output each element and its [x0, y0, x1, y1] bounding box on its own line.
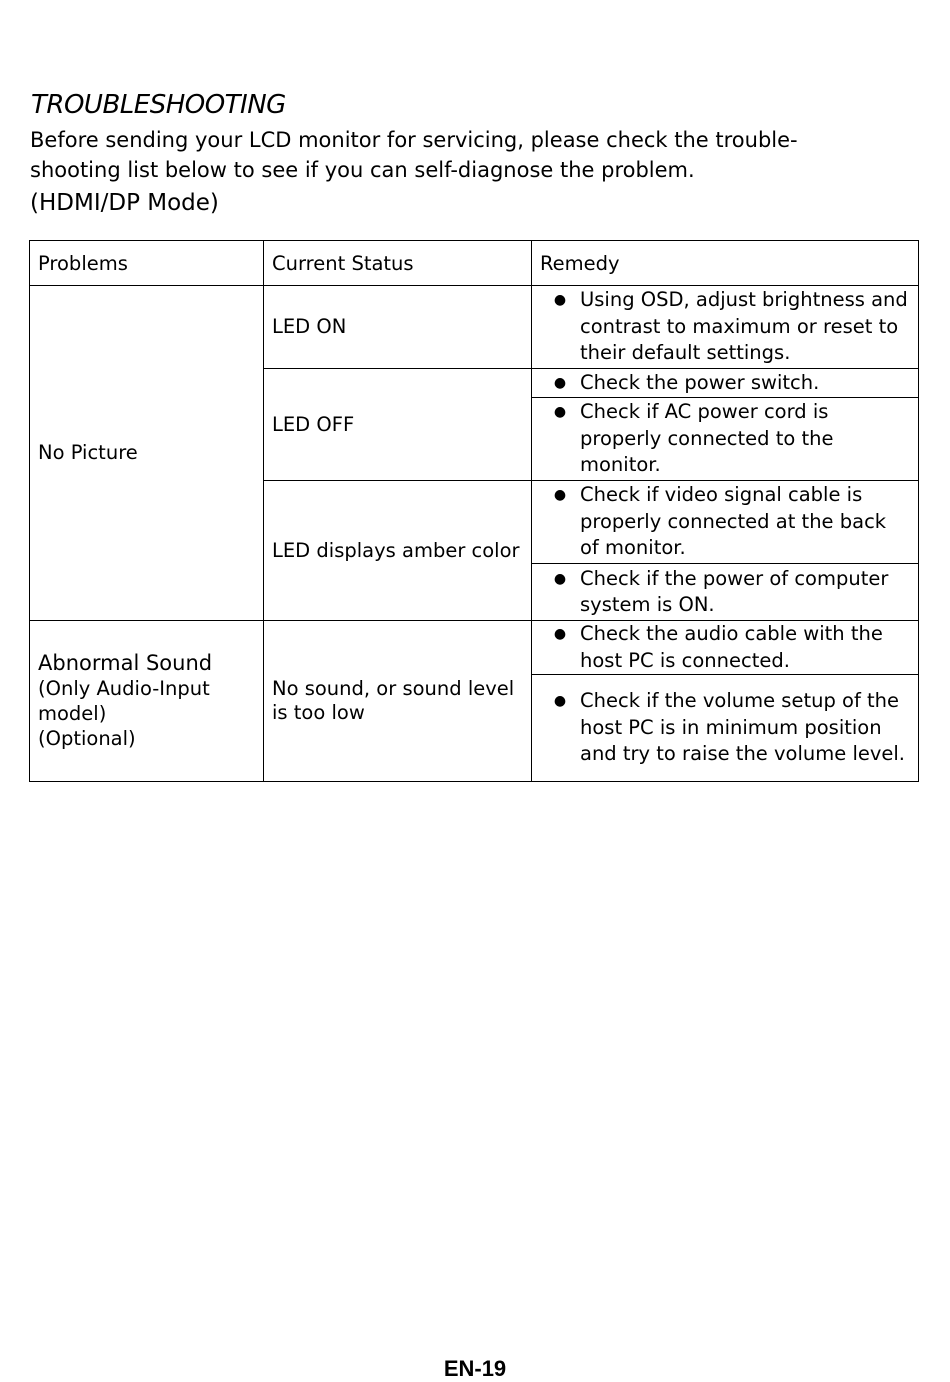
mode-label: (HDMI/DP Mode): [30, 190, 219, 216]
header-current-status: Current Status: [264, 241, 532, 286]
remedy-cell: [532, 564, 919, 621]
remedy-text: Check if the power of computer system is ON.: [580, 566, 889, 616]
remedy-cell: [532, 398, 919, 481]
remedy-text: Check the audio cable with the host PC is connected.: [580, 622, 883, 672]
remedy-text: Check if the volume setup of the host PC is in minimum position and try to raise the volume level.: [580, 689, 906, 766]
remedy-text: Using OSD, adjust brightness and contrast to maximum or reset to their default settings.: [580, 288, 908, 365]
status-no-sound: No sound, or sound level is too low: [264, 621, 532, 782]
remedy-cell: [532, 621, 919, 675]
remedy-cell: [532, 481, 919, 564]
table-row: [30, 621, 919, 675]
bullet-icon: ●: [553, 570, 567, 587]
bullet-icon: ●: [553, 487, 567, 504]
status-led-amber: LED displays amber color: [264, 481, 532, 621]
page-number: EN-19: [443, 1356, 507, 1381]
bullet-icon: ●: [553, 292, 567, 309]
bullet-icon: ●: [553, 374, 567, 391]
intro-paragraph: [30, 125, 910, 185]
problem-no-picture: No Picture: [30, 286, 264, 621]
remedy-cell: [532, 675, 919, 782]
bullet-icon: ●: [553, 404, 567, 421]
remedy-cell: [532, 369, 919, 398]
status-led-on: LED ON: [264, 286, 532, 369]
remedy-text: Check the power switch.: [580, 370, 820, 394]
troubleshooting-table: [29, 240, 919, 782]
header-remedy: Remedy: [532, 241, 919, 286]
table-header-row: [30, 241, 919, 286]
bullet-icon: ●: [553, 693, 567, 710]
remedy-text: Check if AC power cord is properly connected to the monitor.: [580, 400, 834, 477]
status-led-off: LED OFF: [264, 369, 532, 481]
page-title: TROUBLESHOOTING: [31, 90, 286, 120]
remedy-cell: [532, 286, 919, 369]
intro-line-2: shooting list below to see if you can self-diagnose the problem.: [30, 158, 695, 182]
intro-line-1: Before sending your LCD monitor for servicing, please check the trouble-: [30, 128, 798, 152]
problem-abnormal-sound: Abnormal Sound (Only Audio-Input model) (Optional): [30, 621, 264, 782]
bullet-icon: ●: [553, 626, 567, 642]
remedy-text: Check if video signal cable is properly connected at the back of monitor.: [580, 483, 887, 560]
table-row: [30, 286, 919, 369]
header-problems: Problems: [30, 241, 264, 286]
